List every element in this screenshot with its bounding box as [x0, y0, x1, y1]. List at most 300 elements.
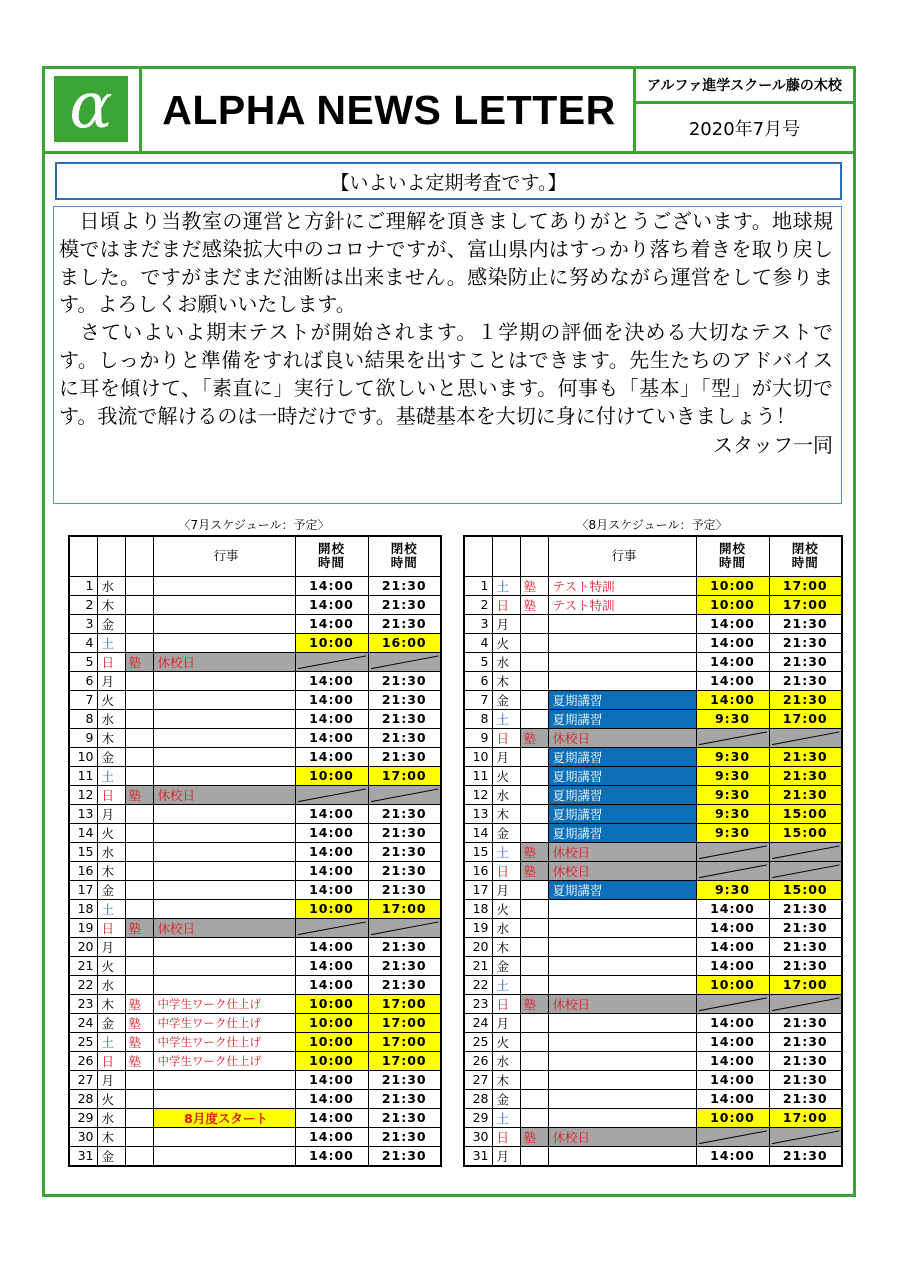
table-row — [464, 1070, 842, 1089]
date-cell: 4 — [464, 633, 492, 652]
date-cell: 17 — [69, 880, 97, 899]
weekday-cell: 月 — [97, 937, 125, 956]
juku-mark-cell — [125, 1108, 153, 1127]
header-open-time: 開校 時間 — [696, 536, 769, 576]
event-cell: 夏期講習 — [548, 823, 696, 842]
header-close-time: 閉校 時間 — [368, 536, 441, 576]
close-time-cell: 21:30 — [769, 937, 842, 956]
close-time-cell: 21:30 — [769, 1089, 842, 1108]
open-time-cell: 10:00 — [295, 994, 368, 1013]
table-row — [464, 709, 842, 728]
juku-mark-cell: 塾 — [520, 994, 548, 1013]
juku-mark-cell: 塾 — [125, 1013, 153, 1032]
open-time-cell: 10:00 — [696, 1108, 769, 1127]
open-time-cell: 9:30 — [696, 709, 769, 728]
event-cell — [153, 956, 295, 975]
open-time-cell — [696, 1127, 769, 1146]
weekday-cell: 火 — [97, 823, 125, 842]
closed-slash-icon — [369, 786, 441, 804]
open-time-cell: 14:00 — [295, 823, 368, 842]
weekday-cell: 土 — [97, 766, 125, 785]
close-time-cell: 21:30 — [368, 861, 441, 880]
close-time-cell — [368, 652, 441, 671]
open-time-cell: 9:30 — [696, 747, 769, 766]
date-cell: 10 — [464, 747, 492, 766]
juku-mark-cell — [125, 956, 153, 975]
weekday-cell: 火 — [492, 899, 520, 918]
date-cell: 18 — [464, 899, 492, 918]
date-cell: 29 — [69, 1108, 97, 1127]
juku-mark-cell — [520, 747, 548, 766]
close-time-cell: 21:30 — [769, 785, 842, 804]
open-time-cell: 14:00 — [696, 956, 769, 975]
date-cell: 19 — [69, 918, 97, 937]
table-row — [69, 1051, 441, 1070]
close-time-cell — [368, 785, 441, 804]
table-row — [69, 956, 441, 975]
weekday-cell: 月 — [97, 804, 125, 823]
table-row — [69, 804, 441, 823]
open-time-cell: 10:00 — [295, 633, 368, 652]
weekday-cell: 日 — [97, 918, 125, 937]
closed-slash-icon — [369, 919, 441, 937]
header-date — [69, 536, 97, 576]
open-time-cell — [696, 861, 769, 880]
open-time-cell: 10:00 — [295, 766, 368, 785]
event-cell — [153, 747, 295, 766]
open-time-cell: 14:00 — [696, 614, 769, 633]
open-time-cell: 14:00 — [696, 937, 769, 956]
event-cell — [548, 614, 696, 633]
open-time-cell: 14:00 — [696, 671, 769, 690]
open-time-cell: 10:00 — [295, 1013, 368, 1032]
table-row — [464, 994, 842, 1013]
juku-mark-cell — [125, 804, 153, 823]
event-cell — [153, 842, 295, 861]
weekday-cell: 木 — [492, 1070, 520, 1089]
event-cell — [153, 595, 295, 614]
weekday-cell: 日 — [492, 994, 520, 1013]
close-time-cell: 21:30 — [368, 595, 441, 614]
close-time-cell: 21:30 — [769, 899, 842, 918]
table-row — [69, 709, 441, 728]
close-time-cell: 17:00 — [769, 975, 842, 994]
juku-mark-cell — [125, 690, 153, 709]
date-cell: 30 — [464, 1127, 492, 1146]
close-time-cell: 21:30 — [368, 937, 441, 956]
weekday-cell: 金 — [492, 823, 520, 842]
event-cell — [548, 918, 696, 937]
open-time-cell: 10:00 — [295, 899, 368, 918]
closed-slash-icon — [697, 843, 769, 861]
close-time-cell: 17:00 — [769, 1108, 842, 1127]
open-time-cell: 14:00 — [295, 956, 368, 975]
event-cell: テスト特訓 — [548, 576, 696, 595]
close-time-cell: 17:00 — [368, 1051, 441, 1070]
open-time-cell: 14:00 — [696, 1070, 769, 1089]
event-cell: 休校日 — [153, 652, 295, 671]
weekday-cell: 日 — [492, 728, 520, 747]
table-row — [464, 652, 842, 671]
table-row — [69, 690, 441, 709]
weekday-cell: 月 — [492, 880, 520, 899]
signature: スタッフ一同 — [713, 433, 833, 458]
close-time-cell: 21:30 — [368, 1127, 441, 1146]
event-cell — [153, 709, 295, 728]
date-cell: 12 — [464, 785, 492, 804]
table-row — [464, 1051, 842, 1070]
message-paragraph-2: さていよいよ期末テストが開始されます。１学期の評価を決める大切なテストです。しっかりと準備をすれば良い結果を出すことはできます。先生たちのアドバイスに耳を傾けて、「素直に」実行して欲しいと思います。何事も「基本」「型」が大切です。我流で解けるのは一時だけです。基礎基本を大切に身に付けていきましょう！ — [59, 320, 833, 428]
open-time-cell: 14:00 — [696, 1146, 769, 1166]
close-time-cell — [769, 994, 842, 1013]
school-name: アルファ進学スクール藤の木校 — [633, 69, 853, 104]
date-cell: 28 — [464, 1089, 492, 1108]
weekday-cell: 日 — [492, 1127, 520, 1146]
close-time-cell: 15:00 — [769, 823, 842, 842]
juku-mark-cell — [520, 880, 548, 899]
event-cell — [153, 899, 295, 918]
juku-mark-cell — [520, 652, 548, 671]
open-time-cell — [696, 842, 769, 861]
juku-mark-cell — [520, 937, 548, 956]
closed-slash-icon — [697, 1128, 769, 1146]
close-time-cell: 17:00 — [769, 595, 842, 614]
header-juku — [125, 536, 153, 576]
weekday-cell: 月 — [492, 1146, 520, 1166]
weekday-cell: 火 — [492, 633, 520, 652]
weekday-cell: 水 — [97, 1108, 125, 1127]
weekday-cell: 日 — [97, 785, 125, 804]
event-cell: 休校日 — [153, 918, 295, 937]
open-time-cell: 14:00 — [295, 1089, 368, 1108]
close-time-cell — [769, 1127, 842, 1146]
open-time-cell: 14:00 — [295, 975, 368, 994]
juku-mark-cell — [125, 842, 153, 861]
open-time-cell — [696, 728, 769, 747]
date-cell: 31 — [464, 1146, 492, 1166]
event-cell: 夏期講習 — [548, 709, 696, 728]
juku-mark-cell — [125, 766, 153, 785]
weekday-cell: 木 — [97, 994, 125, 1013]
table-row — [69, 766, 441, 785]
event-cell: 休校日 — [548, 728, 696, 747]
juku-mark-cell — [125, 861, 153, 880]
date-cell: 16 — [69, 861, 97, 880]
close-time-cell: 17:00 — [769, 709, 842, 728]
event-cell — [548, 899, 696, 918]
table-row — [69, 785, 441, 804]
date-cell: 12 — [69, 785, 97, 804]
weekday-cell: 日 — [97, 652, 125, 671]
closed-slash-icon — [296, 919, 368, 937]
event-cell — [548, 1051, 696, 1070]
table-row — [69, 823, 441, 842]
issue-date: 2020年7月号 — [633, 104, 853, 151]
table-row — [69, 937, 441, 956]
weekday-cell: 火 — [97, 1089, 125, 1108]
table-row — [69, 728, 441, 747]
date-cell: 22 — [464, 975, 492, 994]
close-time-cell: 21:30 — [368, 614, 441, 633]
event-cell — [548, 956, 696, 975]
date-cell: 11 — [464, 766, 492, 785]
open-time-cell: 10:00 — [295, 1032, 368, 1051]
closed-slash-icon — [697, 729, 769, 747]
table-row — [464, 671, 842, 690]
close-time-cell: 21:30 — [368, 747, 441, 766]
table-row — [464, 804, 842, 823]
header-weekday — [97, 536, 125, 576]
table-row — [464, 576, 842, 595]
open-time-cell: 14:00 — [295, 614, 368, 633]
close-time-cell: 21:30 — [769, 652, 842, 671]
close-time-cell — [769, 842, 842, 861]
event-cell — [153, 975, 295, 994]
table-row — [69, 861, 441, 880]
weekday-cell: 土 — [492, 842, 520, 861]
close-time-cell: 21:30 — [368, 1070, 441, 1089]
closed-slash-icon — [296, 786, 368, 804]
table-row — [464, 614, 842, 633]
july-schedule-title: 〈7月スケジュール：予定〉 — [178, 518, 330, 532]
event-cell — [153, 937, 295, 956]
event-cell: 夏期講習 — [548, 804, 696, 823]
open-time-cell: 14:00 — [295, 595, 368, 614]
juku-mark-cell — [520, 1013, 548, 1032]
open-time-cell: 14:00 — [696, 1089, 769, 1108]
weekday-cell: 木 — [492, 804, 520, 823]
table-row — [69, 1108, 441, 1127]
close-time-cell: 17:00 — [368, 1013, 441, 1032]
open-time-cell: 14:00 — [696, 690, 769, 709]
close-time-cell: 21:30 — [769, 671, 842, 690]
weekday-cell: 金 — [97, 614, 125, 633]
event-cell: 休校日 — [548, 842, 696, 861]
close-time-cell: 17:00 — [769, 576, 842, 595]
date-cell: 6 — [69, 671, 97, 690]
weekday-cell: 日 — [492, 595, 520, 614]
event-cell: 中学生ワーク仕上げ — [153, 994, 295, 1013]
weekday-cell: 火 — [492, 1032, 520, 1051]
closed-slash-icon — [296, 653, 368, 671]
juku-mark-cell: 塾 — [125, 1032, 153, 1051]
weekday-cell: 月 — [492, 1013, 520, 1032]
date-cell: 27 — [69, 1070, 97, 1089]
table-row — [69, 994, 441, 1013]
event-cell — [548, 671, 696, 690]
alpha-logo-icon: α — [54, 76, 128, 142]
date-cell: 13 — [464, 804, 492, 823]
headline: 【いよいよ定期考査です。】 — [55, 162, 842, 200]
weekday-cell: 日 — [97, 1051, 125, 1070]
weekday-cell: 木 — [97, 1127, 125, 1146]
weekday-cell: 日 — [492, 861, 520, 880]
weekday-cell: 火 — [97, 690, 125, 709]
open-time-cell: 14:00 — [295, 1127, 368, 1146]
event-cell: 中学生ワーク仕上げ — [153, 1032, 295, 1051]
date-cell: 25 — [464, 1032, 492, 1051]
event-cell — [548, 1070, 696, 1089]
open-time-cell: 14:00 — [295, 861, 368, 880]
header-close-time: 閉校 時間 — [769, 536, 842, 576]
message-paragraph-1: 日頃より当教室の運営と方針にご理解を頂きましてありがとうございます。地球規模ではまだまだ感染拡大中のコロナですが、富山県内はすっかり落ち着きを取り戻しました。ですがまだまだ油断は出来ません。感染防止に努めながら運営をして参ります。よろしくお願いいたします。 — [59, 209, 833, 317]
date-cell: 17 — [464, 880, 492, 899]
close-time-cell: 17:00 — [368, 994, 441, 1013]
juku-mark-cell — [125, 671, 153, 690]
open-time-cell: 9:30 — [696, 823, 769, 842]
newsletter-title: ALPHA NEWS LETTER — [162, 86, 616, 133]
event-cell — [153, 671, 295, 690]
table-row — [464, 842, 842, 861]
table-row — [464, 975, 842, 994]
weekday-cell: 金 — [97, 1013, 125, 1032]
date-cell: 8 — [69, 709, 97, 728]
close-time-cell: 16:00 — [368, 633, 441, 652]
event-cell — [153, 576, 295, 595]
table-row — [464, 1127, 842, 1146]
open-time-cell: 9:30 — [696, 785, 769, 804]
juku-mark-cell — [125, 937, 153, 956]
close-time-cell: 21:30 — [769, 747, 842, 766]
event-cell — [548, 652, 696, 671]
table-row — [464, 956, 842, 975]
juku-mark-cell — [520, 918, 548, 937]
table-row — [69, 1127, 441, 1146]
logo — [45, 69, 142, 151]
event-cell: 夏期講習 — [548, 690, 696, 709]
event-cell: 休校日 — [548, 994, 696, 1013]
date-cell: 14 — [69, 823, 97, 842]
date-cell: 8 — [464, 709, 492, 728]
juku-mark-cell — [125, 975, 153, 994]
weekday-cell: 土 — [97, 899, 125, 918]
juku-mark-cell — [125, 614, 153, 633]
weekday-cell: 水 — [97, 842, 125, 861]
closed-slash-icon — [770, 995, 842, 1013]
weekday-cell: 火 — [97, 956, 125, 975]
juku-mark-cell — [125, 823, 153, 842]
weekday-cell: 金 — [97, 880, 125, 899]
date-cell: 26 — [69, 1051, 97, 1070]
table-row — [464, 918, 842, 937]
date-cell: 29 — [464, 1108, 492, 1127]
close-time-cell: 21:30 — [368, 975, 441, 994]
event-cell — [153, 614, 295, 633]
close-time-cell: 21:30 — [769, 1070, 842, 1089]
date-cell: 25 — [69, 1032, 97, 1051]
close-time-cell: 21:30 — [769, 614, 842, 633]
open-time-cell: 14:00 — [295, 880, 368, 899]
date-cell: 7 — [69, 690, 97, 709]
event-cell — [548, 1108, 696, 1127]
closed-slash-icon — [697, 862, 769, 880]
open-time-cell — [295, 652, 368, 671]
date-cell: 18 — [69, 899, 97, 918]
weekday-cell: 月 — [97, 671, 125, 690]
table-row — [464, 747, 842, 766]
weekday-cell: 金 — [492, 690, 520, 709]
open-time-cell — [295, 785, 368, 804]
juku-mark-cell: 塾 — [520, 595, 548, 614]
close-time-cell: 21:30 — [368, 880, 441, 899]
weekday-cell: 土 — [97, 1032, 125, 1051]
open-time-cell: 14:00 — [295, 1070, 368, 1089]
date-cell: 19 — [464, 918, 492, 937]
date-cell: 31 — [69, 1146, 97, 1166]
closed-slash-icon — [697, 995, 769, 1013]
close-time-cell: 21:30 — [769, 918, 842, 937]
table-row — [69, 975, 441, 994]
weekday-cell: 金 — [97, 747, 125, 766]
close-time-cell: 15:00 — [769, 804, 842, 823]
date-cell: 22 — [69, 975, 97, 994]
close-time-cell: 15:00 — [769, 880, 842, 899]
date-cell: 23 — [69, 994, 97, 1013]
weekday-cell: 火 — [492, 766, 520, 785]
date-cell: 27 — [464, 1070, 492, 1089]
juku-mark-cell: 塾 — [125, 652, 153, 671]
juku-mark-cell — [125, 633, 153, 652]
august-schedule-table — [463, 535, 843, 1167]
closed-slash-icon — [770, 729, 842, 747]
table-row — [69, 747, 441, 766]
juku-mark-cell — [520, 899, 548, 918]
close-time-cell: 21:30 — [769, 1032, 842, 1051]
juku-mark-cell — [520, 804, 548, 823]
close-time-cell: 21:30 — [769, 1146, 842, 1166]
close-time-cell: 17:00 — [368, 1032, 441, 1051]
table-row — [464, 899, 842, 918]
open-time-cell: 14:00 — [696, 652, 769, 671]
open-time-cell: 14:00 — [696, 1051, 769, 1070]
juku-mark-cell — [520, 1070, 548, 1089]
event-cell — [153, 804, 295, 823]
header-open-time: 開校 時間 — [295, 536, 368, 576]
open-time-cell: 14:00 — [696, 633, 769, 652]
date-cell: 1 — [69, 576, 97, 595]
event-cell — [153, 1089, 295, 1108]
juku-mark-cell: 塾 — [125, 918, 153, 937]
close-time-cell: 21:30 — [769, 690, 842, 709]
event-cell — [153, 766, 295, 785]
date-cell: 30 — [69, 1127, 97, 1146]
juku-mark-cell — [125, 1127, 153, 1146]
date-cell: 2 — [69, 595, 97, 614]
date-cell: 21 — [69, 956, 97, 975]
date-cell: 15 — [69, 842, 97, 861]
juku-mark-cell: 塾 — [520, 576, 548, 595]
open-time-cell: 14:00 — [295, 937, 368, 956]
date-cell: 5 — [464, 652, 492, 671]
open-time-cell — [295, 918, 368, 937]
event-cell: 中学生ワーク仕上げ — [153, 1051, 295, 1070]
table-row — [69, 633, 441, 652]
close-time-cell: 21:30 — [769, 956, 842, 975]
open-time-cell: 14:00 — [295, 747, 368, 766]
table-row — [464, 1089, 842, 1108]
weekday-cell: 水 — [97, 576, 125, 595]
juku-mark-cell — [520, 975, 548, 994]
open-time-cell: 14:00 — [295, 576, 368, 595]
event-cell — [153, 880, 295, 899]
table-row — [464, 1108, 842, 1127]
event-cell — [153, 1127, 295, 1146]
table-row — [69, 1032, 441, 1051]
event-cell: 休校日 — [153, 785, 295, 804]
weekday-cell: 土 — [492, 1108, 520, 1127]
juku-mark-cell — [520, 1146, 548, 1166]
close-time-cell: 21:30 — [368, 671, 441, 690]
